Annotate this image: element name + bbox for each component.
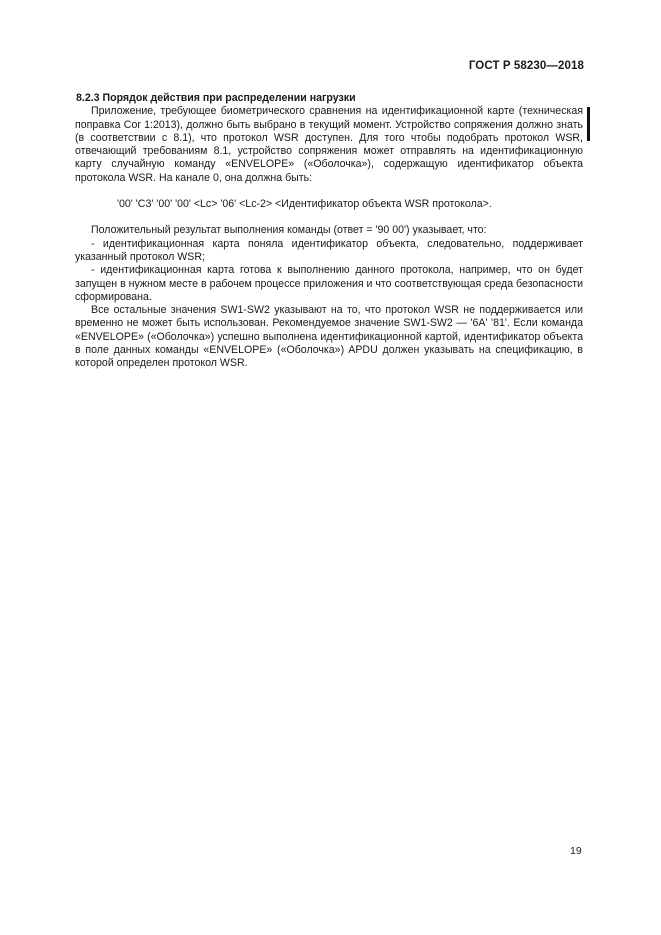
- command-formula: '00' 'C3' '00' '00' <Lc> '06' <Lc-2> <Идентификатор объекта WSR протокола>.: [117, 198, 492, 211]
- section-body: [75, 92, 583, 371]
- intro-paragraph: Приложение, требующее биометрического сравнения на идентификационной карте (техническая поправка Cor 1:2013), должно быть выбрано в текущий момент. Устройство сопряжения должно знать (в соответствии с 8.1), что протокол WSR доступен. Для того чтобы подобрать протокол WSR, отвечающий требованиям 8.1, устройство сопряжения может отправлять на идентификационную карту случайную команду «ENVELOPE» («Оболочка»), содержащую идентификатор объекта протокола WSR. На канале 0, она должна быть:: [75, 105, 583, 184]
- bullet-item: - идентификационная карта поняла идентификатор объекта, следовательно, поддерживает указанный протокол WSR;: [75, 237, 583, 263]
- standard-id-header: ГОСТ Р 58230—2018: [468, 60, 584, 72]
- page-number: 19: [570, 845, 582, 857]
- bullet-item: - идентификационная карта готова к выполнению данного протокола, например, что он будет запущен в нужном месте в рабочем процессе приложения и что соответствующая среда безопасности сформирована.: [75, 264, 584, 303]
- change-bar-marker: [587, 107, 590, 141]
- closing-paragraph: Все остальные значения SW1-SW2 указывают на то, что протокол WSR не поддерживается или временно не может быть использован. Рекомендуемое значение SW1-SW2 — '6A' '81'. Если команда «ENVELOPE» («Оболочка») успешно выполнена идентификационной картой, идентификатор объекта в поле данных команды «ENVELOPE» («Оболочка») APDU должен указывать на спецификацию, в которой определен протокол WSR.: [75, 304, 583, 370]
- result-intro: Положительный результат выполнения команды (ответ = '90 00') указывает, что:: [91, 224, 487, 237]
- section-heading: 8.2.3 Порядок действия при распределении нагрузки: [76, 92, 356, 104]
